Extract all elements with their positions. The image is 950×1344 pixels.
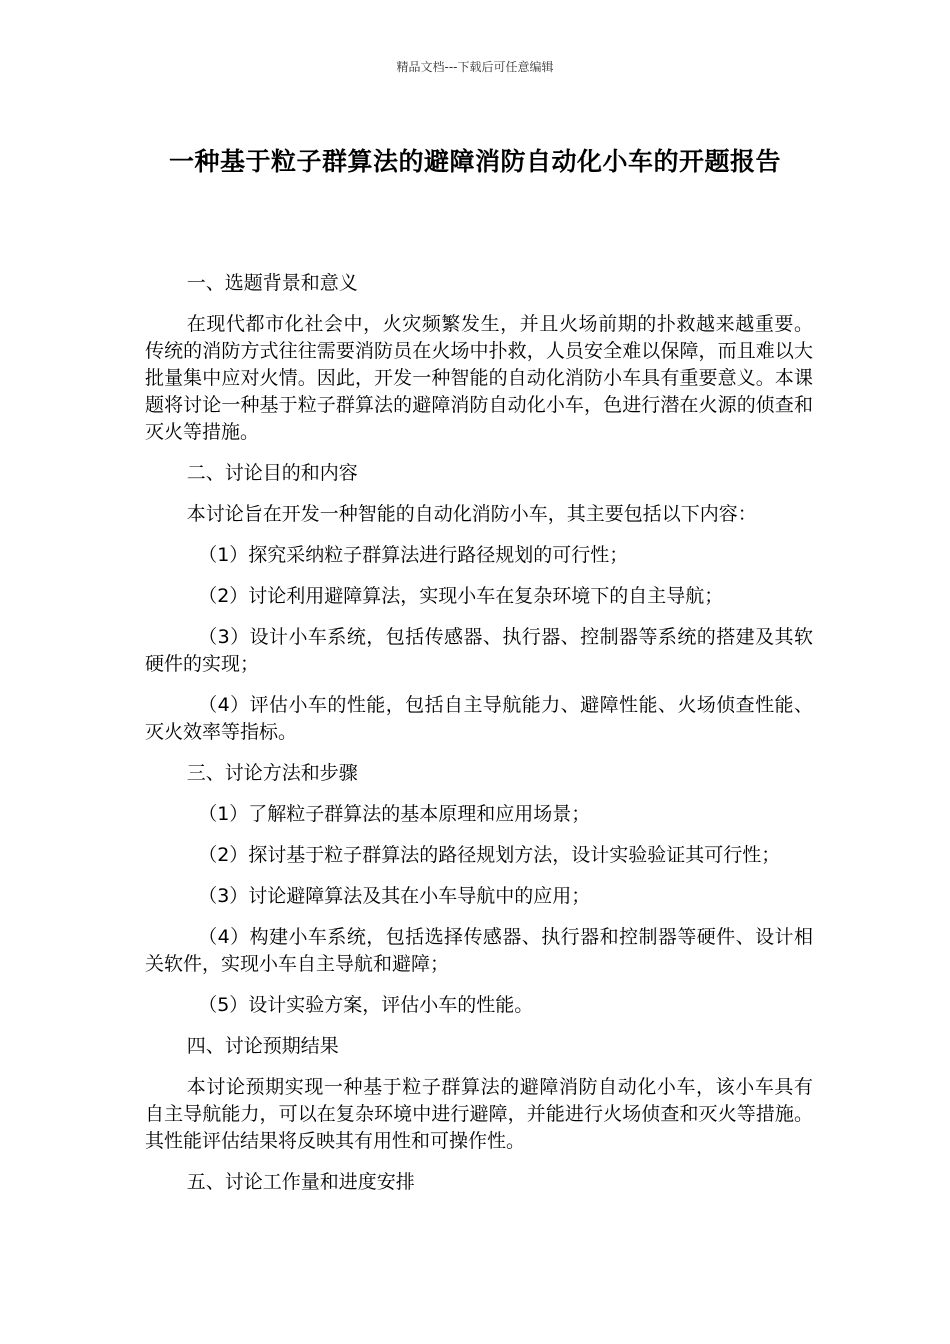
list-item: （4）构建小车系统，包括选择传感器、执行器和控制器等硬件、设计相关软件，实现小车自主导航和避障； (145, 926, 813, 975)
list-item: （1）探究采纳粒子群算法进行路径规划的可行性； (198, 544, 629, 566)
list-item: （3）设计小车系统，包括传感器、执行器、控制器等系统的搭建及其软硬件的实现； (145, 626, 813, 675)
page-header-note: 精品文档---下载后可任意编辑 (396, 60, 554, 74)
section-heading: 一、选题背景和意义 (186, 272, 358, 294)
list-item: （5）设计实验方案，评估小车的性能。 (198, 994, 534, 1016)
document-title: 一种基于粒子群算法的避障消防自动化小车的开题报告 (168, 147, 781, 176)
document-body (145, 270, 813, 1210)
list-item: （2）讨论利用避障算法，实现小车在复杂环境下的自主导航； (198, 585, 724, 607)
list-item: （2）探讨基于粒子群算法的路径规划方法，设计实验验证其可行性； (198, 844, 781, 866)
paragraph: 本讨论预期实现一种基于粒子群算法的避障消防自动化小车，该小车具有自主导航能力，可以在复杂环境中进行避障，并能进行火场侦查和灭火等措施。其性能评估结果将反映其有用性和可操作性。 (145, 1076, 813, 1152)
list-item: （1）了解粒子群算法的基本原理和应用场景； (198, 803, 591, 825)
list-item: （4）评估小车的性能，包括自主导航能力、避障性能、火场侦查性能、灭火效率等指标。 (145, 694, 813, 743)
section-heading: 四、讨论预期结果 (186, 1035, 339, 1057)
section-heading: 五、讨论工作量和进度安排 (186, 1171, 415, 1193)
list-item: （3）讨论避障算法及其在小车导航中的应用； (198, 885, 591, 907)
paragraph: 本讨论旨在开发一种智能的自动化消防小车，其主要包括以下内容： (186, 503, 757, 525)
paragraph: 在现代都市化社会中，火灾频繁发生，并且火场前期的扑救越来越重要。传统的消防方式往往需要消防员在火场中扑救，人员安全难以保障，而且难以大批量集中应对火情。因此，开发一种智能的自动化消防小车具有重要意义。本课题将讨论一种基于粒子群算法的避障消防自动化小车，色进行潜在火源的侦查和灭火等措施。 (145, 313, 813, 443)
section-heading: 三、讨论方法和步骤 (186, 762, 358, 784)
section-heading: 二、讨论目的和内容 (186, 462, 358, 484)
